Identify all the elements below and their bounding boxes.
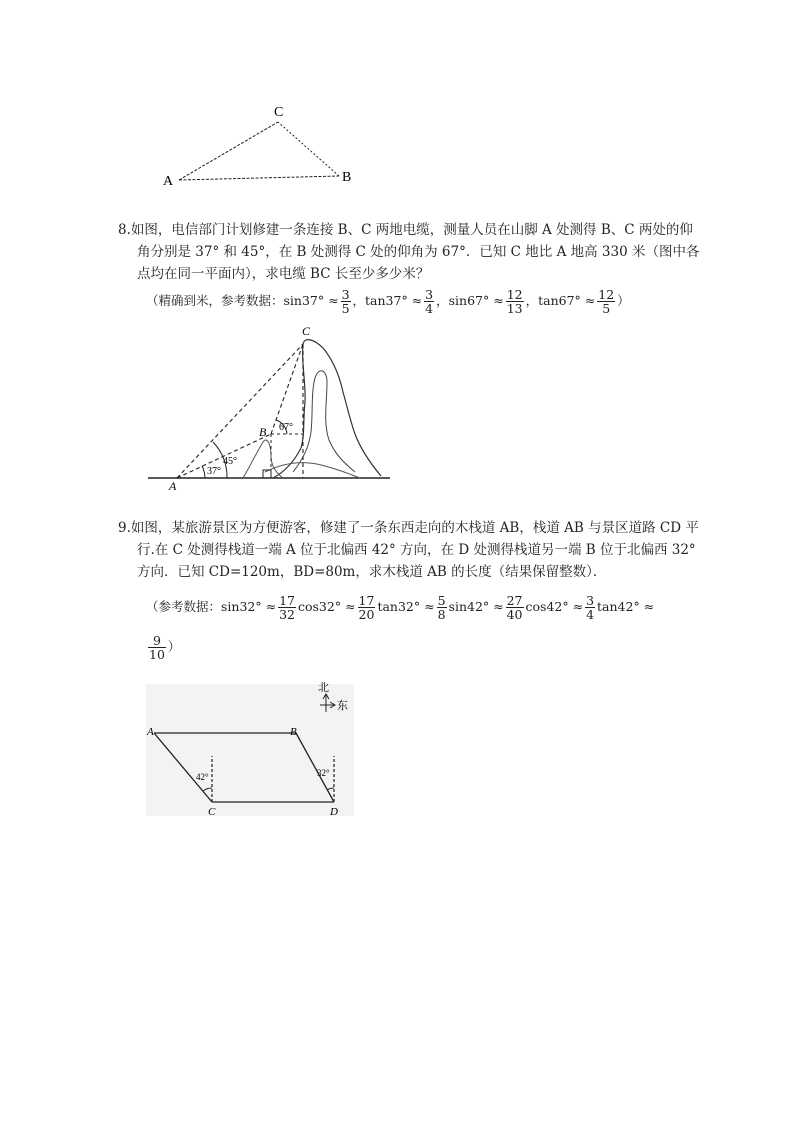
q8-line-2: 角分别是 37° 和 45°，在 B 处测得 C 处的仰角为 67°．已知 C 地比 A 地高 330 米（图中各 xyxy=(137,244,700,260)
mountain-ridge xyxy=(293,371,355,472)
q9-cos32-label: cos32° ≈ xyxy=(297,599,356,614)
q9-line-3: 方向．已知 CD=120m，BD=80m，求木栈道 AB 的长度（结果保留整数）． xyxy=(137,564,607,580)
q8-ref-prefix: （精确到米，参考数据：sin37° ≈ xyxy=(146,293,339,308)
fraction-numerator: 3 xyxy=(586,593,595,608)
triangle-abc-figure xyxy=(155,98,365,190)
fraction-denominator: 20 xyxy=(358,607,375,622)
fraction-cos32 xyxy=(358,594,376,621)
fraction-numerator: 3 xyxy=(425,287,434,302)
fraction-numerator: 12 xyxy=(598,287,615,302)
q8-reference-data xyxy=(146,288,630,315)
compass-north-label: 北 xyxy=(318,682,329,694)
fraction-tan42 xyxy=(148,634,166,661)
angle-label-42: 42° xyxy=(196,772,209,782)
fraction-numerator: 9 xyxy=(148,634,166,648)
angle-arc-37 xyxy=(202,466,205,478)
fraction-denominator: 4 xyxy=(586,607,595,622)
q8-ref-suffix: ） xyxy=(617,293,630,308)
fraction-denominator: 4 xyxy=(425,301,434,316)
fraction-numerator: 27 xyxy=(506,593,523,608)
point-label-b: B xyxy=(259,425,267,439)
q8-line-1: 8.如图，电信部门计划修建一条连接 B、C 两地电缆，测量人员在山脚 A 处测得 B、C 两处的仰 xyxy=(118,222,693,238)
q8-sin67-label: ，sin67° ≈ xyxy=(436,293,504,308)
point-label-b: B xyxy=(342,170,352,185)
point-label-c: C xyxy=(208,806,216,818)
point-label-b: B xyxy=(290,726,297,738)
q9-reference-data-line-2 xyxy=(146,634,180,661)
angle-label-32: 32° xyxy=(317,768,330,778)
fraction-denominator: 5 xyxy=(602,301,611,316)
fraction-sin37 xyxy=(341,288,351,315)
mountain-wave xyxy=(265,463,360,478)
q9-line-2: 行.在 C 处测得栈道一端 A 位于北偏西 42° 方向，在 D 处测得栈道另一端 B 位于北偏西 32° xyxy=(137,542,696,558)
fraction-denominator: 13 xyxy=(506,301,523,316)
point-label-a: A xyxy=(163,174,174,189)
q9-sin42-label: sin42° ≈ xyxy=(448,599,504,614)
q9-line-1: 9.如图，某旅游景区为方便游客，修建了一条东西走向的木栈道 AB，栈道 AB 与景区道路 CD 平 xyxy=(118,520,699,536)
angle-label-37: 37° xyxy=(207,466,221,477)
fraction-sin42 xyxy=(506,594,524,621)
q8-tan67-label: ，tan67° ≈ xyxy=(525,293,596,308)
fraction-cos42 xyxy=(585,594,595,621)
fraction-sin32 xyxy=(278,594,296,621)
fraction-denominator: 10 xyxy=(149,647,165,662)
boardwalk-figure xyxy=(146,676,358,818)
fraction-numerator: 17 xyxy=(358,593,375,608)
fraction-numerator: 3 xyxy=(341,287,350,302)
q8-tan37-label: ，tan37° ≈ xyxy=(352,293,423,308)
q9-ref-prefix: （参考数据：sin32° ≈ xyxy=(146,599,277,614)
fraction-denominator: 32 xyxy=(279,607,295,622)
q9-ref-suffix: ） xyxy=(167,639,181,654)
fraction-denominator: 5 xyxy=(341,301,350,316)
point-label-d: D xyxy=(330,806,338,818)
fraction-tan37 xyxy=(424,288,434,315)
angle-label-45: 45° xyxy=(223,456,237,467)
segment-ab xyxy=(179,176,339,180)
point-label-c: C xyxy=(274,105,284,120)
fraction-denominator: 40 xyxy=(506,607,523,622)
q8-line-3: 点均在同一平面内），求电缆 BC 长至少多少米？ xyxy=(137,266,430,282)
fraction-denominator: 8 xyxy=(437,607,446,622)
point-label-a: A xyxy=(147,726,154,738)
fraction-sin67 xyxy=(506,288,524,315)
figure-background xyxy=(146,684,354,816)
fraction-tan32 xyxy=(437,594,447,621)
mountain-outline xyxy=(273,340,381,478)
q9-cos42-label: cos42° ≈ xyxy=(525,599,584,614)
fraction-numerator: 5 xyxy=(437,593,446,608)
line-bc xyxy=(271,344,303,434)
segment-bc xyxy=(278,122,339,176)
q9-tan32-label: tan32° ≈ xyxy=(377,599,435,614)
segment-ac xyxy=(179,122,278,180)
fraction-numerator: 12 xyxy=(506,287,523,302)
line-ac xyxy=(177,344,303,478)
angle-label-67: 67° xyxy=(279,422,293,433)
mountain-cable-figure xyxy=(145,322,395,492)
compass-east-label: 东 xyxy=(337,700,348,712)
q9-reference-data-line-1 xyxy=(146,594,654,621)
point-label-a: A xyxy=(169,479,177,492)
fraction-tan67 xyxy=(597,288,615,315)
q9-tan42-label: tan42° ≈ xyxy=(597,599,655,614)
fraction-numerator: 17 xyxy=(279,593,295,608)
point-label-c: C xyxy=(302,324,311,338)
